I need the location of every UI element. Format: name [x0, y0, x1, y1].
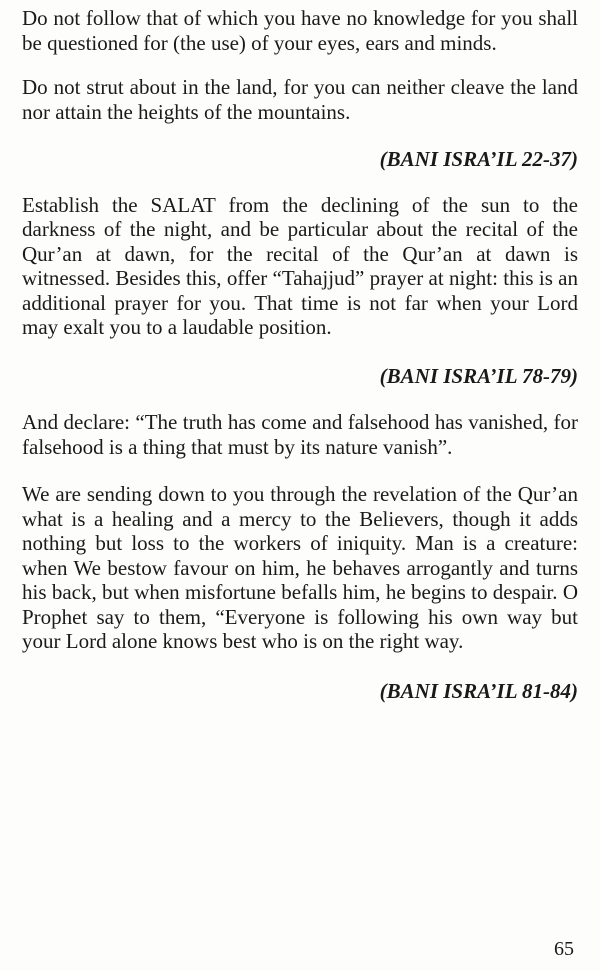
- page-text: [22, 6, 578, 703]
- paragraph-5: We are sending down to you through the revelation of the Qur’an what is a healing and a mercy to the Believers, though it adds nothing but loss to the workers of iniquity. Man is a creature: when We bestow favour on him, he behaves arrogantly and turns his back, but when misfortune befalls him, he begins to despair. O Prophet say to them, “Everyone is following his own way but your Lord alone knows best who is on the right way.: [22, 482, 578, 653]
- paragraph-2: Do not strut about in the land, for you can neither cleave the land nor attain the heights of the mountains.: [22, 75, 578, 124]
- paragraph-3: Establish the SALAT from the declining of the sun to the darkness of the night, and be particular about the recital of the Qur’an at dawn, for the recital of the Qur’an at dawn is witnessed. Besides this, offer “Tahajjud” prayer at night: this is an additional prayer for you. That time is not far when your Lord may exalt you to a laudable position.: [22, 192, 578, 339]
- paragraph-1: Do not follow that of which you have no knowledge for you shall be questioned for (the use) of your eyes, ears and minds.: [22, 6, 578, 55]
- paragraph-4: And declare: “The truth has come and falsehood has vanished, for falsehood is a thing that must by its nature vanish”.: [22, 410, 578, 459]
- verse-reference-3: (BANI ISRA’IL 81-84): [379, 678, 578, 703]
- page-number: 65: [554, 938, 574, 960]
- verse-reference-2: (BANI ISRA’IL 78-79): [379, 363, 578, 388]
- verse-reference-1: (BANI ISRA’IL 22-37): [379, 147, 578, 171]
